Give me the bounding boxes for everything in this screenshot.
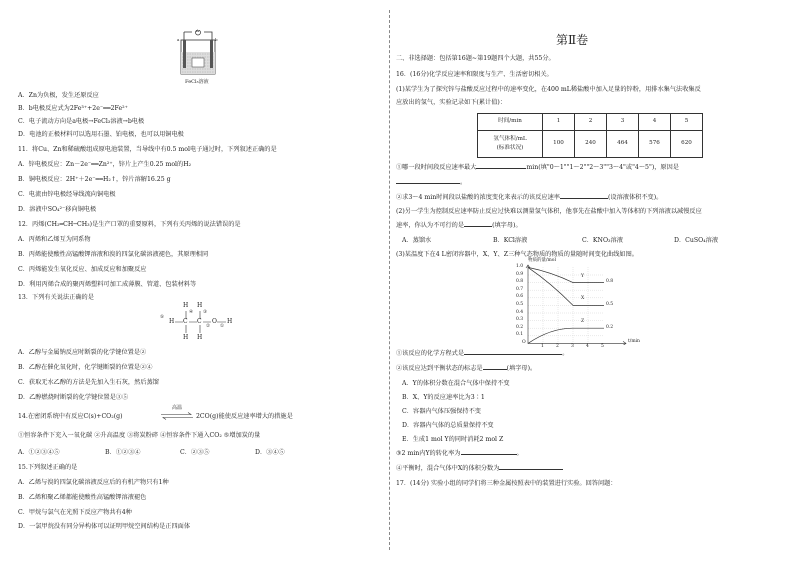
struct-h-top1: H [183,302,189,309]
q11-option-b: B．铜电极反应：2H⁺＋2e⁻══H₂↑，锌片溶解16.25 g [18,176,171,183]
q14-condition: 高温 [172,405,183,411]
curve-label-z: Z [581,319,585,324]
q10-option-c: C．电子流动方向是a电极→FeCl₃溶液→b电极 [18,118,145,125]
electrolysis-apparatus-figure [176,30,220,78]
table-time-5: 5 [671,114,703,131]
graph-xtick: 4 [586,344,589,349]
graph-xtick: 3 [571,344,574,349]
struct-h-right: H [227,318,233,325]
q16-part3-option-e: E．生成1 mol Y的同时消耗2 mol Z [402,436,504,443]
graph-xtick: 1 [541,344,544,349]
q16-part3-q1-end: 。 [562,350,569,357]
q12-option-a: A．丙烯和乙烯互为同系物 [18,236,91,243]
struct-h-top2: H [197,302,203,309]
q17-heading: 17．(14分) 实验小组的同学们将三种金属按照表中的装置进行实验。回答问题： [396,480,617,487]
amount-time-graph [516,258,646,349]
left-column [0,0,389,562]
q16-part1-q2 [396,195,662,201]
table-volume-5: 620 [671,131,703,158]
q16-part2-text-cont [396,223,522,229]
answer-blank [483,369,507,370]
struct-o: O [212,318,217,325]
q16-part1-text-cont: 应放出的氢气，实验记录如下(累计值)： [396,99,507,106]
q16-part1-q1-end: 。 [460,179,467,186]
q14-stem-post: 2CO(g)能使反应速率增大的措施是 [196,413,293,420]
q16-part3-q3-end: 。 [516,450,523,457]
graph-ytick: 0.1 [516,332,524,337]
q16-part2-option-a: A．蒸馏水 [402,237,432,244]
q11-option-c: C．电流由锌电极经导线流向铜电极 [18,191,116,198]
q16-part1-q1-post: min(填"0～1""1～2""2～3""3～4"或"4～5")，原因是 [526,164,679,171]
q15-option-a: A．乙烯与溴的四氯化碳溶液反应后的有机产物只有1种 [18,479,169,486]
table-volume-4: 576 [639,131,671,158]
q12-option-b: B．丙烯能使酸性高锰酸钾溶液和溴的四氯化碳溶液褪色，其原理相同 [18,251,209,258]
q16-part3-q4-pre: ④平衡时，混合气体中X的体积分数为 [396,465,500,472]
table-volume-1: 100 [543,131,575,158]
q16-part1-q1-reason [396,180,466,186]
section-title: 第Ⅱ卷 [556,33,589,47]
ethanol-structure [160,300,240,344]
q16-part1-text: (1)某学生为了探究锌与盐酸反应过程中的速率变化，在400 mL稀盐酸中加入足量的锌粉，用排水集气法收集反 [396,86,701,93]
answer-blank [464,354,562,355]
table-volume-2: 240 [575,131,607,158]
equilibrium-arrow [160,412,194,420]
curve-end-value-y: 0.8 [606,279,614,284]
graph-ytick: 0.4 [516,310,524,315]
electrode-a-label: a [177,37,180,42]
q14-option-a: A．①②③④⑤ [18,449,60,456]
struct-h-bottom2: H [197,334,203,341]
q16-part3-q1 [396,351,568,357]
answer-blank [464,226,492,227]
q13-option-c: C．获取无水乙醇的方法是先加入生石灰，然后蒸馏 [18,379,159,386]
table-header-time: 时间/min [478,114,543,131]
q13-option-b: B．乙醇在催化氧化时，化学键断裂的位置是②④ [18,364,153,371]
graph-ylabel: 物质的量/mol [528,258,556,263]
q12-option-c: C．丙烯能发生氧化反应、加成反应和加聚反应 [18,266,147,273]
graph-ytick: 0.2 [516,325,524,330]
table-header-volume [478,131,543,158]
graph-xtick: 2 [556,344,559,349]
struct-bond-3: ③ [203,310,208,315]
curve-label-y: Y [581,274,584,279]
answer-blank [560,198,608,199]
q14-option-b: B．①②③④ [105,449,141,456]
table-time-1: 1 [543,114,575,131]
q16-part1-q2-post: (设溶液体积不变)。 [607,194,663,201]
q16-part3-q3 [396,451,523,457]
q16-part3-option-d: D．容器内气体的总质量保持不变 [402,422,494,429]
q14-option-d: D．③④⑤ [255,449,285,456]
q16-part2-option-b: B．KCl溶液 [493,237,528,244]
struct-h-bottom1: H [183,334,189,341]
curve-end-value-z: 0.2 [606,325,614,330]
hydrogen-volume-table [477,113,703,158]
q16-part1-q1-pre: ①哪一段时间段反应速率最大 [396,164,477,171]
figure-caption: FeCl₃溶液 [185,79,209,85]
q16-part2-option-c: C．KNO₃溶液 [582,237,623,244]
q16-heading: 16．(16分)化学反应速率和限度与生产、生活密切相关。 [396,71,553,78]
answer-blank [461,454,517,455]
q15-stem: 15.下列叙述正确的是 [18,464,78,471]
q10-option-a: A．Zn为负极，发生还原反应 [18,92,99,99]
struct-bond-2: ② [206,324,211,329]
q12-stem: 12．丙烯(CH₂═CH─CH₃)是生产口罩的重要原料，下列有关丙烯的说法错误的是 [18,221,241,228]
table-volume-3: 464 [607,131,639,158]
struct-h-left: H [169,318,175,325]
table-time-4: 4 [639,114,671,131]
q16-part2-option-d: D．CuSO₄溶液 [674,237,719,244]
curve-end-value-x: 0.5 [606,302,614,307]
q16-part3-option-b: B．X、Y的反应速率比为3∶1 [402,394,485,401]
table-time-3: 3 [607,114,639,131]
answer-blank [396,183,460,184]
q16-part1-q1 [396,165,679,171]
table-time-2: 2 [575,114,607,131]
q14-stem-pre: 14.在密闭系统中有反应C(s)+CO₂(g) [18,413,123,420]
struct-bond-4: ④ [189,310,194,315]
q13-option-a: A．乙醇与金属钠反应时断裂的化学键位置是② [18,349,147,356]
q16-part3-q2-post: (填字母)。 [506,365,537,372]
table-header-volume-line1: 氢气体积/mL [493,136,527,143]
q11-option-a: A．锌电极反应：Zn－2e⁻══Zn²⁺，锌片上产生0.25 mol的H₂ [18,161,192,168]
electrode-b-label: b [215,37,218,42]
q12-option-d: D．利用丙烯合成的聚丙烯塑料可加工成薄膜、管道、包装材料等 [18,281,197,288]
q13-option-d: D．乙醇燃烧时断裂的化学键位置是③⑤ [18,394,129,401]
struct-c1: C [183,318,188,325]
struct-c2: C [197,318,202,325]
q16-part3-q4 [396,466,563,472]
graph-ytick: 1.0 [516,264,524,269]
struct-bond-5: ⑤ [160,315,165,320]
q16-part3-option-a: A．Y的体积分数在混合气体中保持不变 [402,380,510,387]
struct-bond-1: ① [220,324,225,329]
graph-ytick: 0.9 [516,272,524,277]
graph-xtick: 5 [601,344,604,349]
q16-part3-text: (3)某温度下在4 L密闭容器中，X、Y、Z三种气态物质的物质的量随时间变化曲线如图。 [396,251,638,258]
q11-option-d: D．溶液中SO₄²⁻移向铜电极 [18,206,97,213]
graph-origin: O [522,340,526,345]
q16-part3-q3-pre: ③2 min内Y的转化率为 [396,450,461,457]
q11-stem: 11．将Cu、Zn和稀硫酸组成原电池装置，当导线中有0.5 mol电子通过时，下列叙述正确的是 [18,146,277,153]
q13-stem: 13．下列有关说法正确的是 [18,294,94,301]
q16-part3-q2 [396,366,536,372]
q16-part1-q2-pre: ②求3～4 min时间段以盐酸的浓度变化来表示的该反应速率 [396,194,560,201]
curve-label-x: X [581,296,585,301]
right-column [390,0,794,562]
graph-ytick: 0.7 [516,287,524,292]
graph-xlabel: t/min [628,339,640,344]
q16-part3-q2-pre: ②该反应达到平衡状态的标志是 [396,365,483,372]
table-header-volume-line2: (标准状况) [496,145,524,151]
graph-ytick: 0.3 [516,317,524,322]
q16-part3-option-c: C．容器内气体压强保持不变 [402,408,481,415]
section-intro: 二、非选择题：包括第16题~第19题四个大题，共55分。 [396,55,555,62]
answer-blank [476,168,526,169]
q14-option-c: C．②③⑤ [180,449,210,456]
q16-part2-text: (2)另一学生为控制反应速率防止反应过快难以测量氢气体积，他事先在盐酸中加入等体积的下列溶液以减慢反应 [396,208,702,215]
answer-blank [499,469,563,470]
q15-option-c: C．甲烷与氯气在光照下反应产物共有4种 [18,509,132,516]
q10-option-d: D．电池的正极材料可以选用石墨、铂电极，也可以用铜电极 [18,131,184,138]
q10-option-b: B．b电极反应式为2Fe³⁺+2e⁻══2Fe²⁺ [18,105,128,112]
graph-ytick: 0.5 [516,302,524,307]
q16-part2-pre: 速率，你认为不可行的是 [396,222,465,229]
q14-items: ①恒容条件下充入一氧化碳 ②升高温度 ③将炭粉碎 ④恒容条件下通入CO₂ ⑤增加炭的量 [18,432,261,439]
ammeter-label: A [196,28,199,33]
q15-option-b: B．乙烯和聚乙烯都能使酸性高锰酸钾溶液褪色 [18,494,147,501]
graph-ytick: 0.8 [516,279,524,284]
graph-ytick: 0.6 [516,294,524,299]
q16-part2-post: (填字母)。 [492,222,522,229]
q16-part3-q1-pre: ①该反应的化学方程式是 [396,350,465,357]
q15-option-d: D．一氯甲烷没有同分异构体可以证明甲烷空间结构是正四面体 [18,523,191,530]
